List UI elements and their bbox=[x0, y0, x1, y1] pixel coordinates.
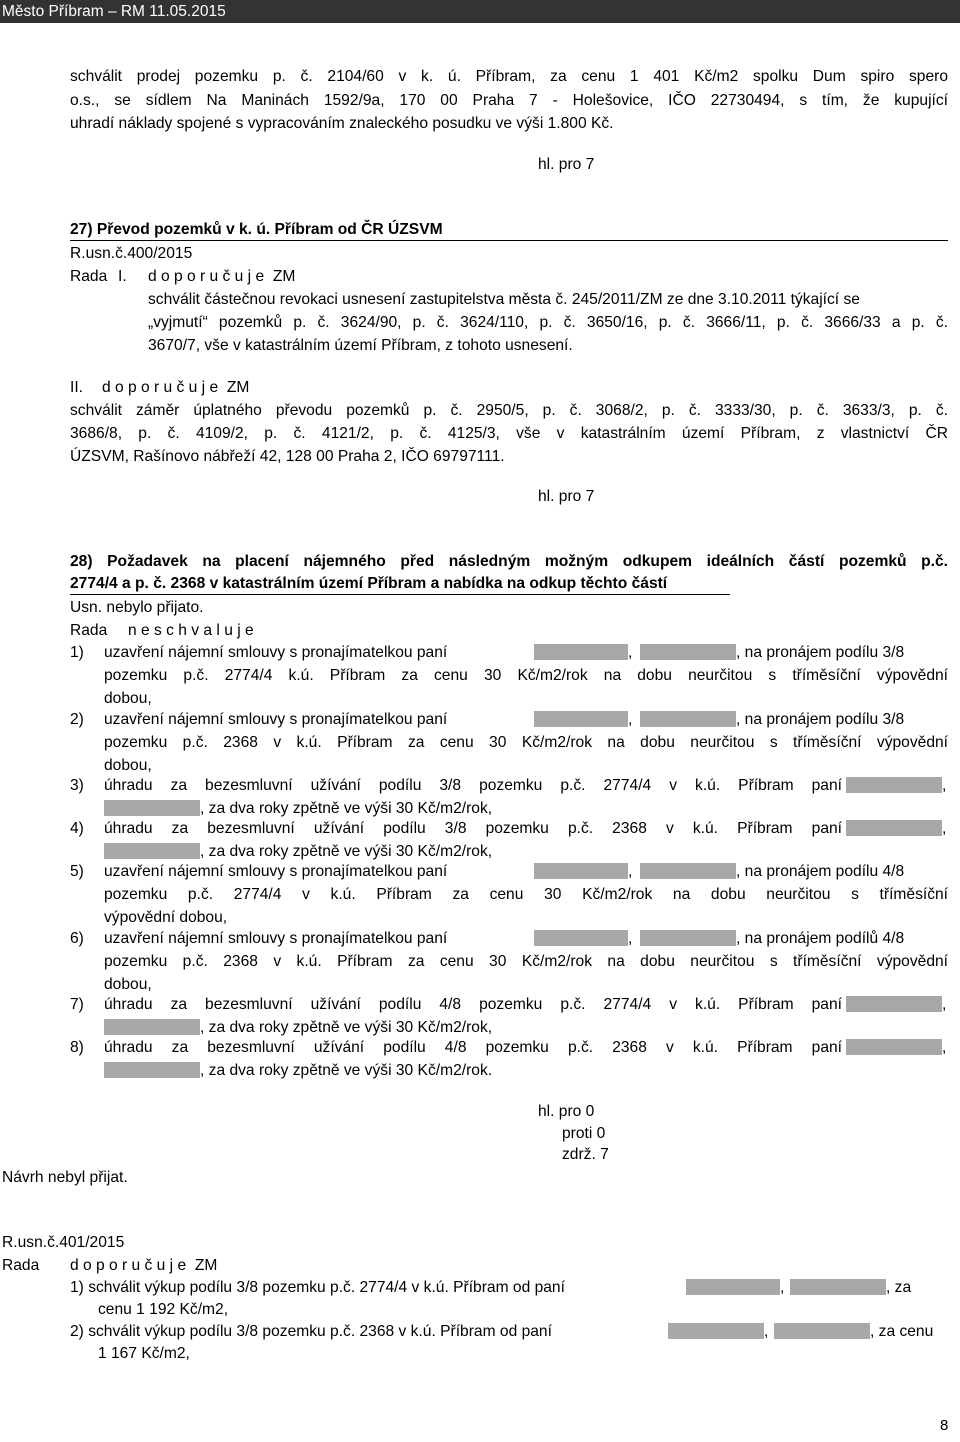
redacted-name bbox=[534, 930, 628, 946]
item401-point-1: 1) schválit výkup podílu 3/8 pozemku p.č. 2774/4 v k.ú. Příbram od paní bbox=[70, 1279, 565, 1296]
intro-line-3: uhradí náklady spojené s vypracováním znaleckého posudku ve výši 1.800 Kč. bbox=[70, 115, 614, 132]
item27-i-line-1: schválit částečnou revokaci usnesení zastupitelstva města č. 245/2011/ZM ze dne 3.10.2011 týkající se bbox=[148, 291, 860, 308]
item28-title-line-1: 28) Požadavek na placení nájemného před následným možným odkupem ideálních částí pozemků p.č. bbox=[70, 553, 948, 570]
point-4-text: úhradu za bezesmluvní užívání podílu 3/8 pozemku p.č. 2368 v k.ú. Příbram paní bbox=[104, 820, 842, 837]
point-4-comma: , bbox=[942, 820, 947, 837]
point-5-comma: , bbox=[628, 863, 633, 880]
item401-rada: Rada bbox=[2, 1257, 40, 1274]
point-5-number: 5) bbox=[70, 863, 84, 880]
point-7-text: úhradu za bezesmluvní užívání podílu 4/8 pozemku p.č. 2774/4 v k.ú. Příbram paní bbox=[104, 996, 842, 1013]
page-header bbox=[0, 0, 960, 23]
item27-ii-action: d o p o r u č u j e ZM bbox=[102, 379, 250, 396]
redacted-name bbox=[790, 1279, 886, 1295]
redacted-name bbox=[104, 800, 200, 816]
point-6-line-2: pozemku p.č. 2368 v k.ú. Příbram za cenu 30 Kč/m2/rok na dobu neurčitou s tříměsíční výpovědní bbox=[104, 953, 948, 970]
item401-point-2-tail: , za cenu bbox=[870, 1323, 934, 1340]
item28-vote-zdrz: zdrž. 7 bbox=[562, 1146, 609, 1163]
item27-i-line-3: 3670/7, vše v katastrálním území Příbram, z tohoto usnesení. bbox=[148, 337, 573, 354]
point-2-tail: , na pronájem podílu 3/8 bbox=[736, 711, 905, 728]
item401-action: d o p o r u č u j e ZM bbox=[70, 1257, 218, 1274]
redacted-name bbox=[668, 1323, 764, 1339]
item401-point-2-line-2: 1 167 Kč/m2, bbox=[98, 1345, 190, 1362]
redacted-name bbox=[534, 863, 628, 879]
item27-ii-line-2: 3686/8, p. č. 4109/2, p. č. 4121/2, p. č. 4125/3, vše v katastrálním území Příbram, z vlastnictví ČR bbox=[70, 425, 948, 442]
redacted-name bbox=[640, 930, 736, 946]
item27-ii-label: II. bbox=[70, 379, 83, 396]
point-8-line-2: , za dva roky zpětně ve výši 30 Kč/m2/rok. bbox=[200, 1062, 493, 1079]
item401-usn: R.usn.č.401/2015 bbox=[2, 1234, 125, 1251]
item28-action: n e s c h v a l u j e bbox=[128, 622, 254, 639]
item27-usn: R.usn.č.400/2015 bbox=[70, 245, 193, 262]
point-7-number: 7) bbox=[70, 996, 84, 1013]
point-5-line-3: výpovědní dobou, bbox=[104, 909, 228, 926]
point-6-comma: , bbox=[628, 930, 633, 947]
item27-i-action: d o p o r u č u j e ZM bbox=[148, 268, 296, 285]
item27-ii-line-3: ÚZSVM, Rašínovo nábřeží 42, 128 00 Praha 2, IČO 69797111. bbox=[70, 448, 505, 465]
point-2-text: uzavření nájemní smlouvy s pronajímatelkou paní bbox=[104, 711, 448, 728]
point-2-number: 2) bbox=[70, 711, 84, 728]
point-1-text: uzavření nájemní smlouvy s pronajímatelkou paní bbox=[104, 644, 448, 661]
point-6-tail: , na pronájem podílů 4/8 bbox=[736, 930, 905, 947]
point-5-line-2: pozemku p.č. 2774/4 v k.ú. Příbram za cenu 30 Kč/m2/rok na dobu neurčitou s tříměsíční bbox=[104, 886, 948, 903]
point-2-line-3: dobou, bbox=[104, 757, 152, 774]
item27-title: 27) Převod pozemků v k. ú. Příbram od ČR ÚZSVM bbox=[70, 221, 443, 238]
redacted-name bbox=[640, 863, 736, 879]
point-3-comma: , bbox=[942, 777, 947, 794]
item28-result: Návrh nebyl přijat. bbox=[2, 1169, 128, 1186]
point-8-text: úhradu za bezesmluvní užívání podílu 4/8 pozemku p.č. 2368 v k.ú. Příbram paní bbox=[104, 1039, 842, 1056]
redacted-name bbox=[846, 1039, 942, 1055]
point-3-number: 3) bbox=[70, 777, 84, 794]
point-1-number: 1) bbox=[70, 644, 84, 661]
point-1-line-3: dobou, bbox=[104, 690, 152, 707]
item28-title-line-2: 2774/4 a p. č. 2368 v katastrálním území Příbram a nabídka na odkup těchto částí bbox=[70, 575, 668, 592]
item28-rada: Rada bbox=[70, 622, 108, 639]
point-4-line-2: , za dva roky zpětně ve výši 30 Kč/m2/rok, bbox=[200, 843, 493, 860]
redacted-name bbox=[686, 1279, 780, 1295]
redacted-name bbox=[534, 711, 628, 727]
redacted-name bbox=[104, 843, 200, 859]
point-1-line-2: pozemku p.č. 2774/4 k.ú. Příbram za cenu 30 Kč/m2/rok na dobu neurčitou s tříměsíční výpovědní bbox=[104, 667, 948, 684]
item27-title-rule bbox=[70, 240, 948, 241]
point-8-number: 8) bbox=[70, 1039, 84, 1056]
redacted-name bbox=[846, 777, 942, 793]
point-6-text: uzavření nájemní smlouvy s pronajímatelkou paní bbox=[104, 930, 448, 947]
item27-vote: hl. pro 7 bbox=[538, 488, 595, 505]
item401-point-1-line-2: cenu 1 192 Kč/m2, bbox=[98, 1301, 229, 1318]
point-6-number: 6) bbox=[70, 930, 84, 947]
item27-i-line-2: „vyjmutí“ pozemků p. č. 3624/90, p. č. 3624/110, p. č. 3650/16, p. č. 3666/11, p. č. 3666/33 a p. č. bbox=[148, 314, 948, 331]
page-number: 8 bbox=[940, 1417, 949, 1434]
redacted-name bbox=[846, 996, 942, 1012]
redacted-name bbox=[640, 644, 736, 660]
point-2-line-2: pozemku p.č. 2368 v k.ú. Příbram za cenu 30 Kč/m2/rok na dobu neurčitou s tříměsíční výpovědní bbox=[104, 734, 948, 751]
point-1-tail: , na pronájem podílu 3/8 bbox=[736, 644, 905, 661]
redacted-name bbox=[774, 1323, 870, 1339]
item28-usn-status: Usn. nebylo přijato. bbox=[70, 599, 204, 616]
item27-i-label: I. bbox=[118, 268, 127, 285]
item27-rada: Rada bbox=[70, 268, 108, 285]
redacted-name bbox=[640, 711, 736, 727]
item401-point-2-comma: , bbox=[764, 1323, 769, 1340]
intro-vote: hl. pro 7 bbox=[538, 156, 595, 173]
item28-vote-proti: proti 0 bbox=[562, 1125, 606, 1142]
item401-point-2: 2) schválit výkup podílu 3/8 pozemku p.č. 2368 v k.ú. Příbram od paní bbox=[70, 1323, 552, 1340]
intro-line-1: schválit prodej pozemku p. č. 2104/60 v k. ú. Příbram, za cenu 1 401 Kč/m2 spolku Dum spiro spero bbox=[70, 68, 948, 85]
point-2-comma: , bbox=[628, 711, 633, 728]
point-7-comma: , bbox=[942, 996, 947, 1013]
item28-vote-pro: hl. pro 0 bbox=[538, 1103, 595, 1120]
item401-point-1-tail: , za bbox=[886, 1279, 912, 1296]
point-7-line-2: , za dva roky zpětně ve výši 30 Kč/m2/rok, bbox=[200, 1019, 493, 1036]
point-3-line-2: , za dva roky zpětně ve výši 30 Kč/m2/rok, bbox=[200, 800, 493, 817]
point-6-line-3: dobou, bbox=[104, 976, 152, 993]
item27-ii-line-1: schválit záměr úplatného převodu pozemků p. č. 2950/5, p. č. 3068/2, p. č. 3333/30, p. č. 3633/3, p. č. bbox=[70, 402, 948, 419]
point-5-text: uzavření nájemní smlouvy s pronajímatelkou paní bbox=[104, 863, 448, 880]
point-4-number: 4) bbox=[70, 820, 84, 837]
redacted-name bbox=[846, 820, 942, 836]
redacted-name bbox=[104, 1062, 200, 1078]
redacted-name bbox=[534, 644, 628, 660]
point-1-comma: , bbox=[628, 644, 633, 661]
point-8-comma: , bbox=[942, 1039, 947, 1056]
point-5-tail: , na pronájem podílu 4/8 bbox=[736, 863, 905, 880]
intro-line-2: o.s., se sídlem Na Maninách 1592/9a, 170 00 Praha 7 - Holešovice, IČO 22730494, s tím, že kupující bbox=[70, 92, 948, 109]
item401-point-1-comma: , bbox=[780, 1279, 785, 1296]
header-title: Město Příbram – RM 11.05.2015 bbox=[2, 3, 226, 20]
point-3-text: úhradu za bezesmluvní užívání podílu 3/8 pozemku p.č. 2774/4 v k.ú. Příbram paní bbox=[104, 777, 842, 794]
item28-title-rule bbox=[70, 594, 730, 595]
redacted-name bbox=[104, 1019, 200, 1035]
